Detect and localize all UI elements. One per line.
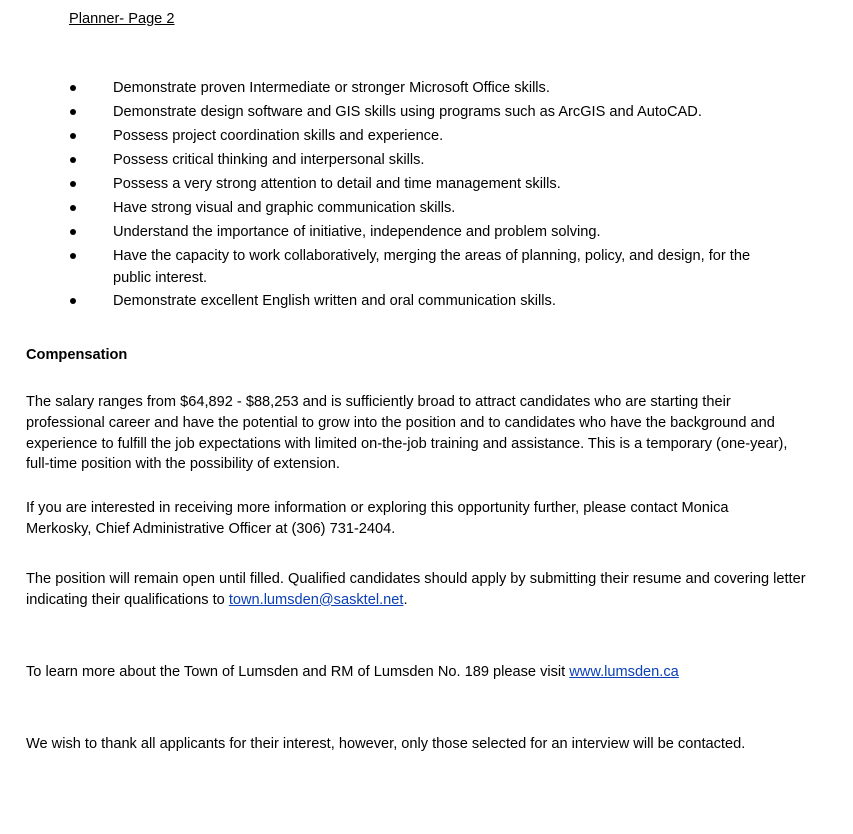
requirement-text: Have strong visual and graphic communication skills.	[113, 200, 456, 216]
list-item	[0, 221, 773, 244]
bullet-icon	[70, 181, 76, 187]
learn-more-paragraph	[26, 662, 796, 683]
list-item	[0, 125, 773, 148]
bullet-icon	[70, 205, 76, 211]
list-item	[0, 290, 773, 313]
requirement-text: Have the capacity to work collaboratively, merging the areas of planning, policy, and design, for the public interest.	[113, 248, 751, 286]
requirement-text: Demonstrate design software and GIS skills using programs such as ArcGIS and AutoCAD.	[113, 104, 702, 120]
requirement-text: Possess critical thinking and interpersonal skills.	[113, 152, 425, 168]
compensation-heading: Compensation	[26, 347, 128, 363]
website-link[interactable]: www.lumsden.ca	[569, 664, 679, 680]
email-link[interactable]: town.lumsden@sasktel.net	[228, 591, 404, 608]
bullet-icon	[70, 85, 76, 91]
requirement-text: Possess project coordination skills and experience.	[113, 128, 444, 144]
list-item	[0, 101, 773, 124]
requirement-text: Understand the importance of initiative, independence and problem solving.	[113, 224, 601, 240]
apply-paragraph	[26, 569, 806, 611]
list-item	[0, 77, 773, 100]
list-item	[0, 197, 773, 220]
bullet-icon	[70, 298, 76, 304]
requirement-text: Possess a very strong attention to detail and time management skills.	[113, 176, 561, 192]
list-item	[0, 245, 773, 289]
salary-paragraph: The salary ranges from $64,892 - $88,253 and is sufficiently broad to attract candidates who are starting their professional career and have the potential to grow into the position and to candidates who have the background and experience to fulfill the job expectations with limited on-the-job training and assistance. This is a temporary (one-year), full-time position with the possibility of extension.	[26, 394, 788, 473]
page-header: Planner- Page 2	[69, 11, 175, 27]
requirement-text: Demonstrate proven Intermediate or stronger Microsoft Office skills.	[113, 80, 550, 96]
requirements-list	[0, 77, 853, 314]
list-item	[0, 149, 773, 172]
apply-text: The position will remain open until filled. Qualified candidates should apply by submitting their resume and covering letter indicating their qualifications to	[26, 571, 806, 608]
bullet-icon	[70, 253, 76, 259]
apply-text-end: .	[403, 591, 408, 608]
requirement-text: Demonstrate excellent English written and oral communication skills.	[113, 293, 556, 309]
contact-paragraph: If you are interested in receiving more information or exploring this opportunity further, please contact Monica Merkosky, Chief Administrative Officer at (306) 731-2404.	[26, 500, 729, 537]
closing-paragraph: We wish to thank all applicants for their interest, however, only those selected for an interview will be contacted.	[26, 736, 746, 752]
bullet-icon	[70, 157, 76, 163]
list-item	[0, 173, 773, 196]
bullet-icon	[70, 229, 76, 235]
bullet-icon	[70, 109, 76, 115]
bullet-icon	[70, 133, 76, 139]
learn-more-text: To learn more about the Town of Lumsden and RM of Lumsden No. 189 please visit	[26, 664, 570, 680]
